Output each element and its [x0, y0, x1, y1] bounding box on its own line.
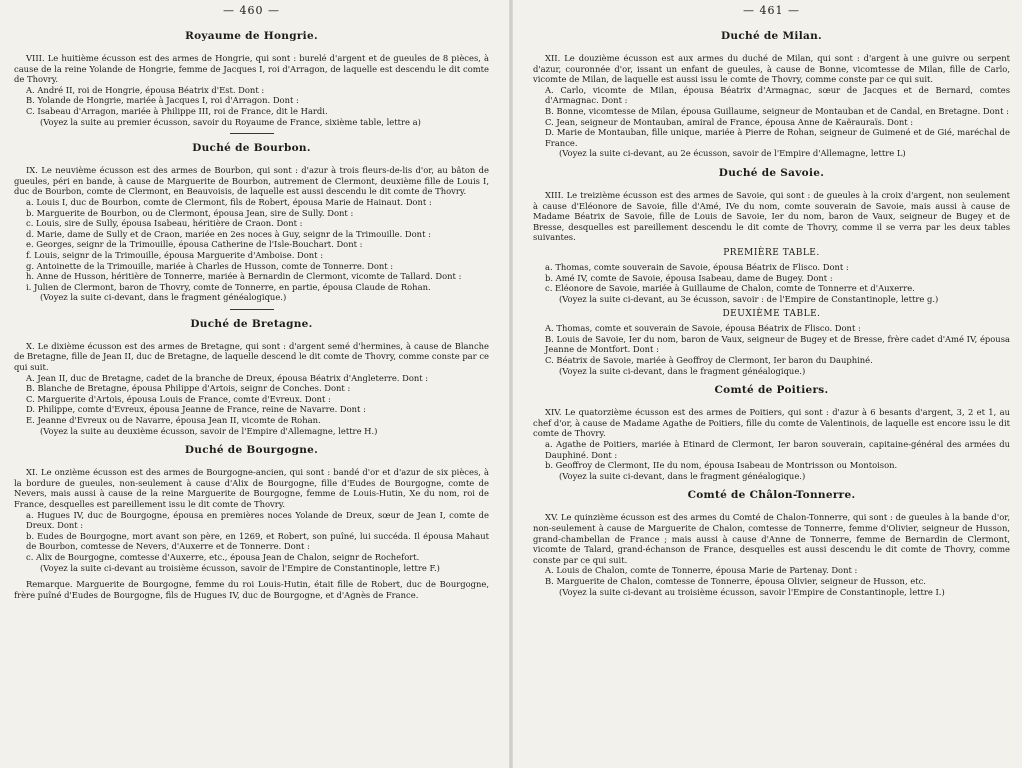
genealogy-entry: D. Philippe, comte d'Evreux, épousa Jeanne de France, reine de Navarre. Dont :	[26, 404, 366, 415]
genealogy-entry: b. Geoffroy de Clermont, IIe du nom, épousa Isabeau de Montrisson ou Montoison.	[545, 460, 898, 471]
table-heading: DEUXIÈME TABLE.	[722, 309, 821, 320]
genealogy-entry: a. Thomas, comte souverain de Savoie, épousa Béatrix de Flisco. Dont :	[545, 261, 849, 272]
genealogy-entry: C. Marguerite d'Artois, épousa Louis de France, comte d'Evreux. Dont :	[26, 393, 331, 404]
genealogy-entry: D. Marie de Montauban, fille unique, mariée à Pierre de Rohan, seigneur de Guimené et de Gié, maréchal de France.	[545, 127, 1010, 148]
cross-reference-note: (Voyez la suite ci-devant au troisième écusson, savoir l'Empire de Constantinople, lettre I.)	[559, 586, 945, 597]
genealogy-entry: b. Eudes de Bourgogne, mort avant son père, en 1269, et Robert, son puîné, lui succéda. Il épousa Mahaut de Bourbon, comtesse de Nevers, d'Auxerre et de Tonnerre. Dont :	[26, 530, 489, 552]
section-divider	[230, 309, 274, 310]
genealogy-entry: C. Isabeau d'Arragon, mariée à Philippe III, roi de France, dit le Hardi.	[26, 105, 328, 116]
genealogy-entry: d. Marie, dame de Sully et de Craon, mariée en 2es noces à Guy, seignr de la Trimouille. Dont :	[26, 228, 431, 239]
genealogy-entry: i. Julien de Clermont, baron de Thovry, comte de Tonnerre, en partie, épousa Claude de Rohan.	[26, 281, 431, 292]
section-intro-paragraph: IX. Le neuvième écusson est des armes de Bourbon, qui sont : d'azur à trois fleurs-de-lis d'or, au bâton de gueules, péri en bande, à cause de Marguerite de Bourbon, autrement de Clermont, deuxième fille de Louis I, duc de Bourbon, comte de Clermont, en Beauvoisis, de laquelle est aussi descendu le dit comte de Thovry.	[14, 165, 489, 197]
section-title: Duché de Savoie.	[718, 166, 825, 179]
page-number: — 460 —	[223, 4, 280, 17]
cross-reference-note: (Voyez la suite au premier écusson, savoir du Royaume de France, sixième table, lettre a)	[40, 116, 421, 127]
section-title: Duché de Milan.	[721, 30, 822, 42]
cross-reference-note: (Voyez la suite ci-devant au troisième écusson, savoir de l'Empire de Constantinople, lettre F.)	[40, 562, 440, 573]
section-intro-paragraph: XV. Le quinzième écusson est des armes du Comté de Chalon-Tonnerre, qui sont : de gueules à la bande d'or, non-seulement à cause de Marguerite de Chalon, comtesse de Tonnerre, femme d'Olivier, seigneur de Husson, grand-chambellan de France ; mais aussi à cause d'Anne de Tonnerre, femme de Bernardin de Clermont, vicomte de Talard, grand-échanson de France, desquelles est aussi descendu le dit comte de Thovry, comme conste par ce qui suit.	[533, 512, 1010, 565]
genealogy-entry: A. Jean II, duc de Bretagne, cadet de la branche de Dreux, épousa Béatrix d'Angleterre. Dont :	[26, 372, 429, 383]
section-intro-paragraph: XI. Le onzième écusson est des armes de Bourgogne-ancien, qui sont : bandé d'or et d'azur de six pièces, à la bordure de gueules, non-seulement à cause d'Alix de Bourgogne, fille d'Eudes de Bourgogne, comte de Nevers, mais aussi à cause de la reine Marguerite de Bourgogne, femme de Louis-Hutin, Xe du nom, roi de France, desquelles est pareillement issu le dit comte de Thovry.	[14, 467, 489, 509]
section-divider	[230, 133, 274, 134]
genealogy-entry: B. Marguerite de Chalon, comtesse de Tonnerre, épousa Olivier, seigneur de Husson, etc.	[545, 575, 926, 586]
genealogy-entry: A. Louis de Chalon, comte de Tonnerre, épousa Marie de Partenay. Dont :	[545, 565, 858, 576]
genealogy-entry: c. Louis, sire de Sully, épousa Isabeau, héritière de Craon. Dont :	[26, 218, 303, 229]
genealogy-entry: f. Louis, seignr de la Trimouille, épousa Marguerite d'Amboise. Dont :	[26, 249, 324, 260]
cross-reference-note: (Voyez la suite ci-devant, au 3e écusson, savoir : de l'Empire de Constantinople, lettre g.)	[559, 293, 939, 304]
section-intro-paragraph: VIII. Le huitième écusson est des armes de Hongrie, qui sont : burelé d'argent et de gueules de 8 pièces, à cause de la reine Yolande de Hongrie, femme de Jacques I, roi d'Arragon, de laquelle est descendu le dit comte de Thovry.	[14, 53, 489, 85]
genealogy-entry: g. Antoinette de la Trimouille, mariée à Charles de Husson, comte de Tonnerre. Dont :	[26, 260, 394, 271]
genealogy-entry: B. Yolande de Hongrie, mariée à Jacques I, roi d'Arragon. Dont :	[26, 95, 299, 106]
section-title: Duché de Bourbon.	[192, 142, 311, 155]
section-intro-paragraph: XIV. Le quatorzième écusson est des armes de Poitiers, qui sont : d'azur à 6 besants d'argent, 3, 2 et 1, au chef d'or, à cause de Madame Agathe de Poitiers, fille du comte de Valentinois, de laquelle est encore issu le dit comte de Thovry.	[533, 407, 1010, 439]
cross-reference-note: (Voyez la suite au deuxième écusson, savoir de l'Empire d'Allemagne, lettre H.)	[40, 425, 378, 436]
genealogy-entry: B. Bonne, vicomtesse de Milan, épousa Guillaume, seigneur de Montauban et de Candal, en Bretagne. Dont :	[545, 105, 1009, 116]
right-page-body	[533, 30, 1010, 597]
genealogy-entry: A. Carlo, vicomte de Milan, épousa Béatrix d'Armagnac, sœur de Jacques et de Bernard, comtes d'Armagnac. Dont :	[545, 84, 1010, 106]
section-intro-paragraph: X. Le dixième écusson est des armes de Bretagne, qui sont : d'argent semé d'hermines, à cause de Blanche de Bretagne, fille de Jean II, duc de Bretagne, de laquelle descend le dit comte de Thovry, comme conste par ce qui suit.	[14, 340, 489, 373]
table-heading: PREMIÈRE TABLE.	[723, 247, 820, 258]
genealogy-entry: c. Eléonore de Savoie, mariée à Guillaume de Chalon, comte de Tonnerre et d'Auxerre.	[545, 283, 915, 294]
right-page	[511, 0, 1022, 768]
genealogy-entry: B. Blanche de Bretagne, épousa Philippe d'Artois, seignr de Conches. Dont :	[26, 383, 351, 394]
section-intro-paragraph: XIII. Le treizième écusson est des armes de Savoie, qui sont : de gueules à la croix d'argent, non seulement à cause d'Eléonore de Savoie, fille d'Amé, IVe du nom, comte souverain de Savoie, mais aussi à cause de Madame Béatrix de Savoie, fille de Louis de Savoie, Ier du nom, baron de Vaux, seigneur de Bugey et de Bresse, desquelles est pareillement descendu le dit comte de Thovry, comme il se verra par les deux tables suivantes.	[533, 189, 1010, 243]
remark-paragraph: Remarque. Marguerite de Bourgogne, femme du roi Louis-Hutin, était fille de Robert, duc de Bourgogne, frère puîné d'Eudes de Bourgogne, fils de Hugues IV, duc de Bourgogne, et d'Agnès de France.	[14, 579, 489, 600]
genealogy-entry: C. Béatrix de Savoie, mariée à Geoffroy de Clermont, Ier baron du Dauphiné.	[545, 355, 873, 366]
genealogy-entry: b. Marguerite de Bourbon, ou de Clermont, épousa Jean, sire de Sully. Dont :	[26, 207, 354, 218]
section-title: Royaume de Hongrie.	[185, 30, 318, 42]
genealogy-entry: a. Agathe de Poitiers, mariée à Etinard de Clermont, Ier baron souverain, capitaine-général des armées du Dauphiné. Dont :	[545, 439, 1010, 460]
genealogy-entry: A. Thomas, comte et souverain de Savoie, épousa Béatrix de Flisco. Dont :	[545, 323, 861, 334]
genealogy-entry: A. André II, roi de Hongrie, épousa Béatrix d'Est. Dont :	[26, 84, 265, 95]
cross-reference-note: (Voyez la suite ci-devant, dans le fragment généalogique.)	[559, 365, 806, 376]
left-page-body	[14, 30, 489, 600]
section-title: Comté de Poitiers.	[714, 384, 829, 397]
genealogy-entry: c. Alix de Bourgogne, comtesse d'Auxerre, etc., épousa Jean de Chalon, seignr de Rochefort.	[26, 551, 420, 562]
section-intro-paragraph: XII. Le douzième écusson est aux armes du duché de Milan, qui sont : d'argent à une guivre ou serpent d'azur, couronnée d'or, issant un enfant de gueules, à cause de Bonne, vicomtesse de Milan, fille de Carlo, vicomte de Milan, de laquelle est aussi issu le comte de Thovry, comme conste par ce qui suit.	[533, 53, 1010, 85]
genealogy-entry: h. Anne de Husson, héritière de Tonnerre, mariée à Bernardin de Clermont, vicomte de Tallard. Dont :	[26, 271, 462, 282]
genealogy-entry: B. Louis de Savoie, Ier du nom, baron de Vaux, seigneur de Bugey et de Bresse, frère cadet d'Amé IV, épousa Jeanne de Montfort. Dont :	[545, 333, 1010, 355]
cross-reference-note: (Voyez la suite ci-devant, dans le fragment généalogique.)	[40, 292, 287, 303]
section-title: Duché de Bourgogne.	[184, 444, 319, 457]
genealogy-entry: a. Louis I, duc de Bourbon, comte de Clermont, fils de Robert, épousa Marie de Hainaut. Dont :	[26, 196, 432, 207]
genealogy-entry: e. Georges, seignr de la Trimouille, épousa Catherine de l'Isle-Bouchart. Dont :	[26, 239, 363, 250]
genealogy-entry: C. Jean, seigneur de Montauban, amiral de France, épousa Anne de Kaërauraïs. Dont :	[545, 116, 914, 127]
section-title: Duché de Bretagne.	[190, 317, 313, 330]
genealogy-entry: E. Jeanne d'Evreux ou de Navarre, épousa Jean II, vicomte de Rohan.	[26, 415, 321, 426]
genealogy-entry: a. Hugues IV, duc de Bourgogne, épousa en premières noces Yolande de Dreux, sœur de Jean I, comte de Dreux. Dont :	[26, 509, 489, 531]
cross-reference-note: (Voyez la suite ci-devant, dans le fragment généalogique.)	[559, 470, 806, 481]
section-title: Comté de Châlon-Tonnerre.	[687, 489, 856, 502]
page-number: — 461 —	[743, 4, 800, 17]
genealogy-entry: b. Amé IV, comte de Savoie, épousa Isabeau, dame de Bugey. Dont :	[545, 272, 833, 283]
cross-reference-note: (Voyez la suite ci-devant, au 2e écusson, savoir de l'Empire d'Allemagne, lettre L)	[559, 148, 906, 159]
